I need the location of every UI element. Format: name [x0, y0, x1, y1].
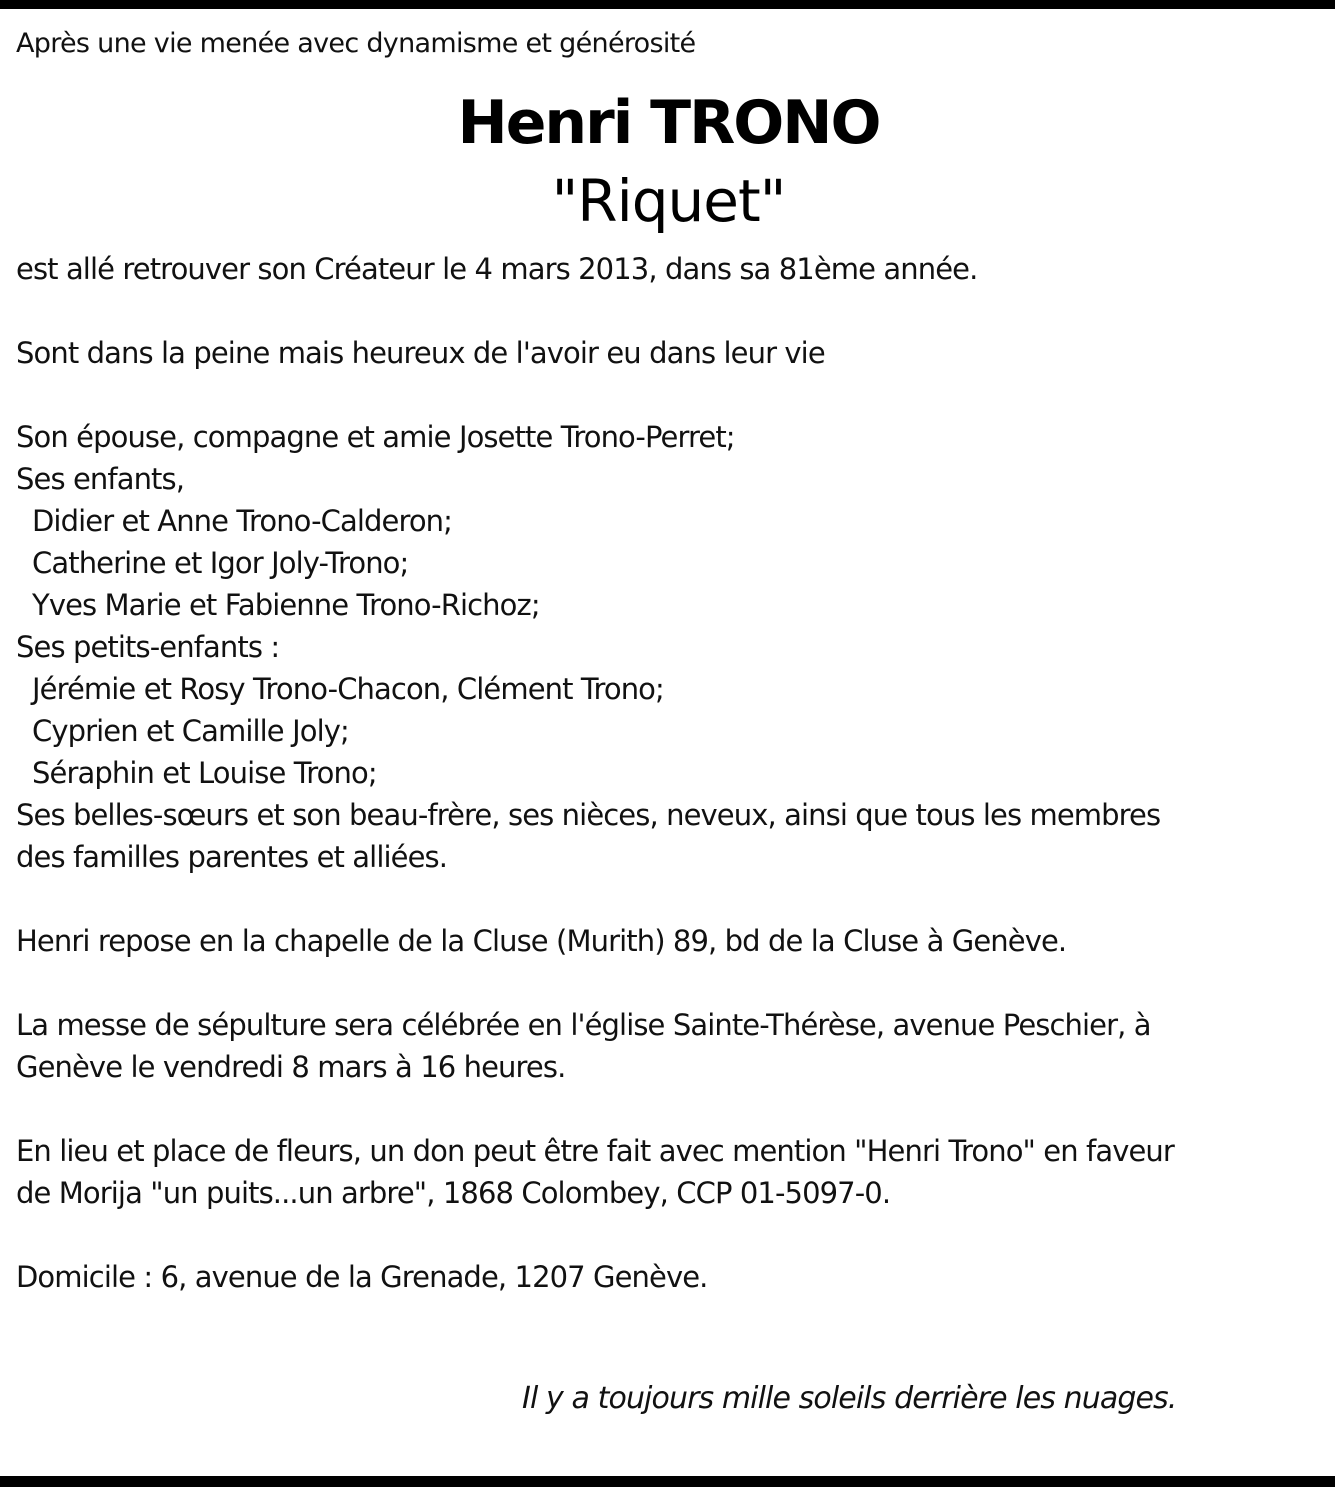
spacer: [16, 290, 1321, 332]
spouse-line: Son épouse, compagne et amie Josette Trono-Perret;: [16, 420, 735, 454]
spacer: [16, 962, 1321, 1004]
obituary-notice: [16, 22, 1321, 1298]
grandchild-entry: Jérémie et Rosy Trono-Chacon, Clément Trono;: [32, 672, 664, 706]
closing-quote: Il y a toujours mille soleils derrière les nuages.: [522, 1381, 1177, 1416]
child-entry: Yves Marie et Fabienne Trono-Richoz;: [32, 588, 540, 622]
donation-line: En lieu et place de fleurs, un don peut être fait avec mention "Henri Trono" en faveur: [16, 1134, 1174, 1168]
bottom-border-rule: [0, 1476, 1335, 1487]
spacer: [16, 878, 1321, 920]
children-heading: Ses enfants,: [16, 462, 185, 496]
deceased-name: Henri TRONO: [457, 88, 880, 158]
grandchild-entry: Séraphin et Louise Trono;: [32, 756, 377, 790]
spacer: [16, 374, 1321, 416]
intro-line: Après une vie menée avec dynamisme et générosité: [16, 28, 696, 59]
grief-line: Sont dans la peine mais heureux de l'avoir eu dans leur vie: [16, 336, 825, 370]
child-entry: Catherine et Igor Joly-Trono;: [32, 546, 409, 580]
grandchild-entry: Cyprien et Camille Joly;: [32, 714, 349, 748]
donation-line: de Morija "un puits...un arbre", 1868 Colombey, CCP 01-5097-0.: [16, 1176, 891, 1210]
top-border-rule: [0, 0, 1335, 9]
domicile-line: Domicile : 6, avenue de la Grenade, 1207 Genève.: [16, 1260, 708, 1294]
grandchildren-heading: Ses petits-enfants :: [16, 630, 280, 664]
resting-place-line: Henri repose en la chapelle de la Cluse (Murith) 89, bd de la Cluse à Genève.: [16, 924, 1067, 958]
spacer: [16, 1088, 1321, 1130]
funeral-mass-line: Genève le vendredi 8 mars à 16 heures.: [16, 1050, 566, 1084]
extended-family-line: des familles parentes et alliées.: [16, 840, 448, 874]
deceased-nickname: "Riquet": [551, 167, 786, 235]
funeral-mass-line: La messe de sépulture sera célébrée en l'église Sainte-Thérèse, avenue Peschier, à: [16, 1008, 1151, 1042]
death-announcement: est allé retrouver son Créateur le 4 mars 2013, dans sa 81ème année.: [16, 252, 978, 286]
child-entry: Didier et Anne Trono-Calderon;: [32, 504, 453, 538]
extended-family-line: Ses belles-sœurs et son beau-frère, ses nièces, neveux, ainsi que tous les membres: [16, 798, 1161, 832]
spacer: [16, 1214, 1321, 1256]
